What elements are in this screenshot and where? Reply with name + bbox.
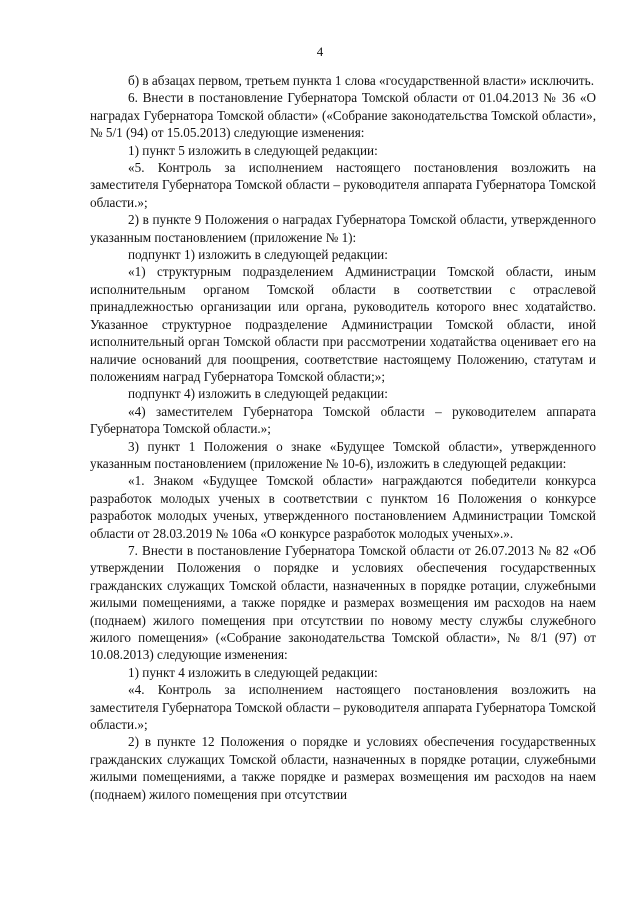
paragraph-7-1-text: «4. Контроль за исполнением настоящего постановления возложить на заместителя Губернатора Томской области – руководителя аппарата Губернатора Томской области.»;	[90, 682, 596, 733]
paragraph-b-item: б) в абзацах первом, третьем пункта 1 слова «государственной власти» исключить.	[128, 73, 594, 88]
paragraph-7-1: 1) пункт 4 изложить в следующей редакции:	[128, 664, 378, 680]
paragraph-6-2-sub1: подпункт 1) изложить в следующей редакции:	[128, 247, 388, 263]
paragraph-6-1-text: «5. Контроль за исполнением настоящего постановления возложить на заместителя Губернатора Томской области – руководителя аппарата Губернатора Томской области.»;	[90, 160, 596, 210]
paragraph-6-2: 2) в пункте 9 Положения о наградах Губернатора Томской области, утвержденного указанным постановлением (приложение № 1):	[90, 212, 596, 245]
paragraph-6-1: 1) пункт 5 изложить в следующей редакции:	[128, 142, 378, 158]
paragraph-6-2-sub4: подпункт 4) изложить в следующей редакции:	[128, 386, 388, 402]
paragraph-item-6: 6. Внести в постановление Губернатора Томской области от 01.04.2013 № 36 «О наградах Губернатора Томской области» («Собрание законодательства Томской области», № 5/1 (94) от 15.05.2013) следующие изменения:	[90, 90, 596, 141]
paragraph-6-2-sub1-text: «1) структурным подразделением Администрации Томской области, иным исполнительным органом Томской области в соответствии с отраслевой принадлежностью организации или органа, руководитель которого внес ходатайство. Указанное структурное подразделение Администрации Томской области, иной исполнительный орган Томской области при рассмотрении ходатайства оценивает его на наличие оснований для поощрения, соответствие настоящему Положению, статутам и положениям наград Губернатора Томской области;»;	[90, 264, 596, 384]
document-body	[90, 72, 596, 803]
page-number: 4	[316, 44, 324, 59]
paragraph-6-3: 3) пункт 1 Положения о знаке «Будущее Томской области», утвержденного указанным постановлением (приложение № 10-6), изложить в следующей редакции:	[90, 438, 596, 471]
paragraph-7-2: 2) в пункте 12 Положения о порядке и условиях обеспечения государственных гражданских служащих Томской области, назначенных в порядке ротации, служебными жилыми помещениями, а также порядке и размерах возмещения им расходов на наем (поднаем) жилого помещения при отсутствии	[90, 734, 596, 802]
paragraph-6-2-sub4-text: «4) заместителем Губернатора Томской области – руководителем аппарата Губернатора Томской области.»;	[90, 403, 596, 437]
paragraph-item-7: 7. Внести в постановление Губернатора Томской области от 26.07.2013 № 82 «Об утверждении Положения о порядке и условиях обеспечения государственных гражданских служащих Томской области, назначенных в порядке ротации, служебными жилыми помещениями, а также порядке и размерах возмещения им расходов на наем (поднаем) жилого помещения при отсутствии по новому месту службы служебного жилого помещения» («Собрание законодательства Томской области», № 8/1 (97) от 10.08.2013) следующие изменения:	[90, 542, 596, 663]
paragraph-6-3-text: «1. Знаком «Будущее Томской области» награждаются победители конкурса разработок молодых ученых в соответствии с пунктом 16 Положения о конкурсе разработок молодых ученых, утвержденного постановлением Администрации Томской области от 28.03.2019 № 106а «О конкурсе разработок молодых ученых».».	[90, 473, 596, 541]
